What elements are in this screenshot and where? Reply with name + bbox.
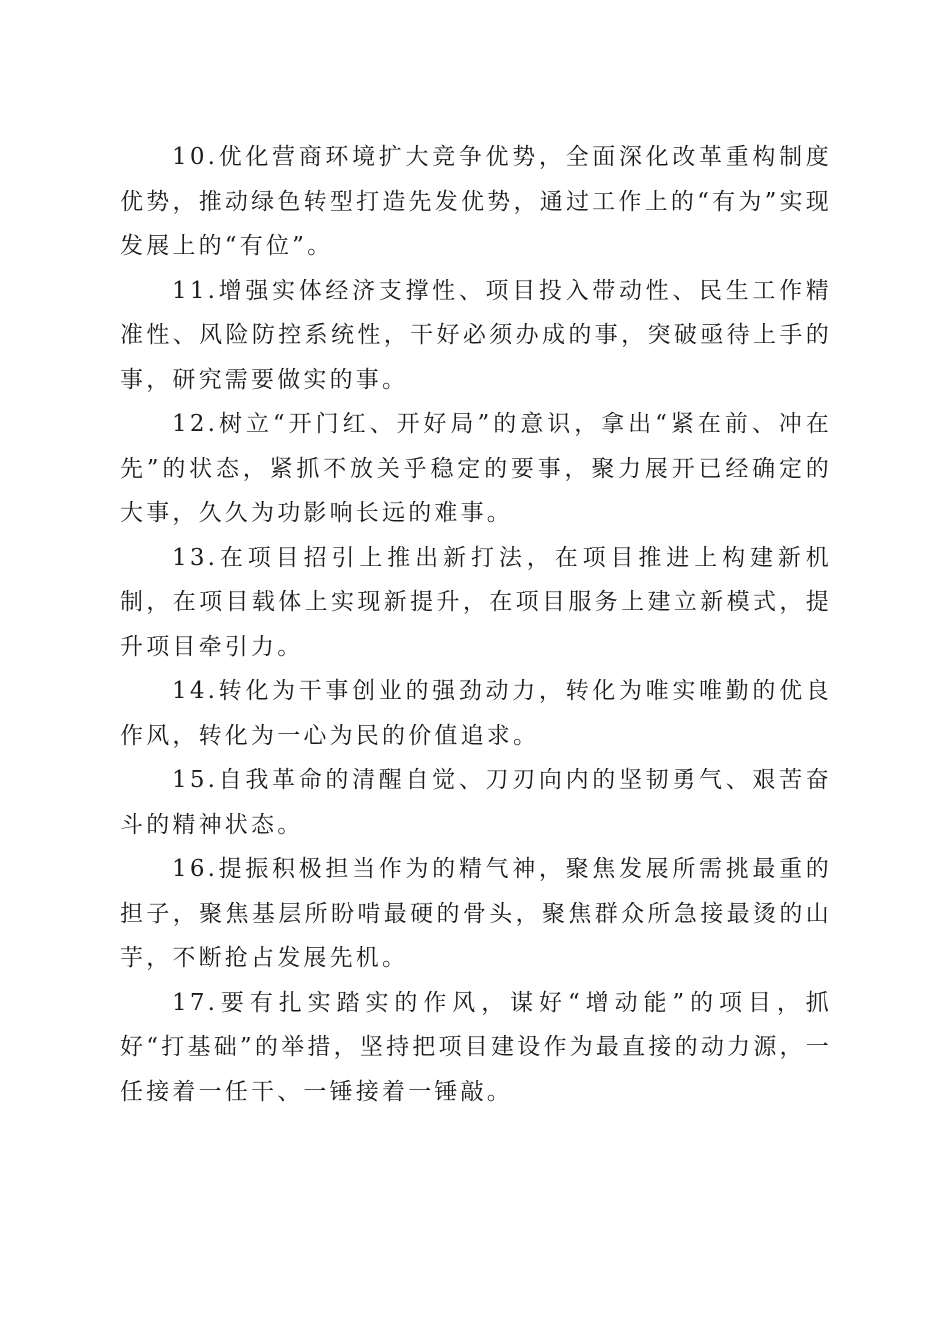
document-body — [120, 135, 832, 1114]
paragraph-12: 12.树立“开门红、开好局”的意识，拿出“紧在前、冲在先”的状态，紧抓不放关乎稳定的要事，聚力展开已经确定的大事，久久为功影响长远的难事。 — [120, 411, 832, 526]
paragraph-14: 14.转化为干事创业的强劲动力，转化为唯实唯勤的优良作风，转化为一心为民的价值追求。 — [120, 678, 832, 749]
paragraph-16: 16.提振积极担当作为的精气神，聚焦发展所需挑最重的担子，聚焦基层所盼啃最硬的骨头，聚焦群众所急接最烫的山芋，不断抢占发展先机。 — [120, 856, 832, 971]
paragraph-15: 15.自我革命的清醒自觉、刀刃向内的坚韧勇气、艰苦奋斗的精神状态。 — [120, 767, 832, 838]
paragraph-11: 11.增强实体经济支撑性、项目投入带动性、民生工作精准性、风险防控系统性，干好必须办成的事，突破亟待上手的事，研究需要做实的事。 — [120, 277, 832, 393]
paragraph-17: 17.要有扎实踏实的作风，谋好“增动能”的项目，抓好“打基础”的举措，坚持把项目建设作为最直接的动力源，一任接着一任干、一锤接着一锤敲。 — [120, 989, 832, 1105]
paragraph-10: 10.优化营商环境扩大竞争优势，全面深化改革重构制度优势，推动绿色转型打造先发优势，通过工作上的“有为”实现发展上的“有位”。 — [120, 144, 832, 259]
paragraph-13: 13.在项目招引上推出新打法，在项目推进上构建新机制，在项目载体上实现新提升，在项目服务上建立新模式，提升项目牵引力。 — [120, 544, 832, 660]
